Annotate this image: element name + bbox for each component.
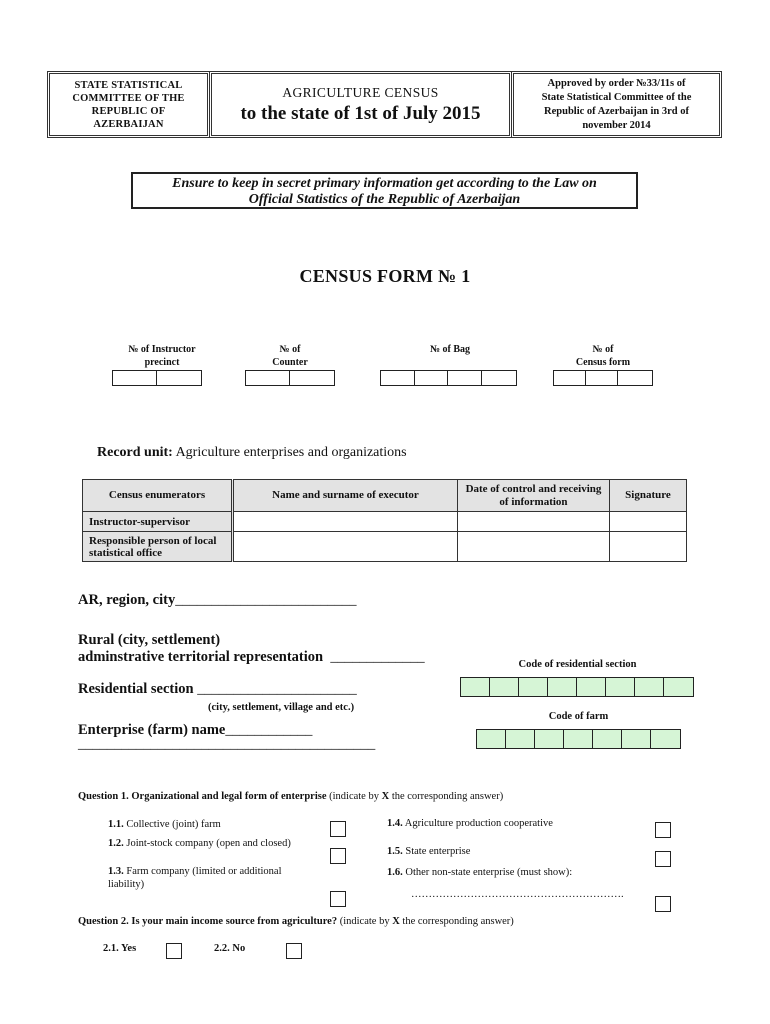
- census-date: to the state of 1st of July 2015: [240, 102, 481, 124]
- checkbox-1-4[interactable]: [655, 822, 671, 838]
- code-label-line: Counter: [272, 357, 308, 368]
- other-enterprise-dots[interactable]: …………………………………………………….: [411, 889, 624, 900]
- rural-label-2: adminstrative territorial representation: [78, 649, 324, 665]
- question-2: [78, 916, 514, 927]
- record-unit-value: Agriculture enterprises and organizations: [175, 445, 407, 460]
- approval-line: Republic of Azerbaijan in 3rd of: [544, 105, 689, 117]
- header-date-control: Date of control and receiving of information: [458, 480, 610, 512]
- committee-line: COMMITTEE OF THE: [72, 92, 185, 104]
- instructor-signature-cell[interactable]: [610, 512, 687, 532]
- record-unit-label: Record unit:: [97, 445, 173, 460]
- approval-line: Approved by order №33/11s of: [547, 77, 686, 89]
- enterprise-line: ____________: [225, 722, 313, 738]
- question-1-hint-b: the corresponding answer): [389, 791, 504, 802]
- rural-line: _____________: [330, 649, 425, 665]
- question-1-text: Question 1. Organizational and legal form of enterprise: [78, 791, 327, 802]
- checkbox-no[interactable]: [286, 943, 302, 959]
- question-1: [78, 791, 503, 802]
- header-executor-name: Name and surname of executor: [233, 480, 458, 512]
- counter-label: [245, 343, 335, 369]
- committee-box: [47, 71, 210, 138]
- header-census-enumerators: Census enumerators: [83, 480, 233, 512]
- residential-field[interactable]: [78, 681, 357, 698]
- checkbox-yes[interactable]: [166, 943, 182, 959]
- option-number: 1.3.: [108, 866, 124, 877]
- form-title: CENSUS FORM № 1: [299, 266, 471, 286]
- question-2-x: X: [392, 916, 400, 927]
- option-number: 1.5.: [387, 846, 403, 857]
- checkbox-1-3[interactable]: [330, 891, 346, 907]
- option-no-label: 2.2. No: [214, 943, 246, 954]
- responsible-signature-cell[interactable]: [610, 532, 687, 562]
- code-farm-cells[interactable]: [476, 729, 681, 749]
- enterprise-field-line2[interactable]: [78, 736, 375, 753]
- instructor-precinct-label: [112, 343, 212, 369]
- option-text: State enterprise: [405, 846, 471, 857]
- question-2-text: Question 2. Is your main income source from agriculture?: [78, 916, 338, 927]
- checkbox-1-1[interactable]: [330, 821, 346, 837]
- code-farm-label: Code of farm: [548, 711, 609, 722]
- approval-line: State Statistical Committee of the: [541, 91, 692, 103]
- option-1-1: [108, 818, 318, 831]
- option-1-4: [387, 817, 647, 830]
- option-text: Farm company (limited or additional liability): [108, 866, 282, 890]
- rural-label-1: Rural (city, settlement): [78, 632, 221, 648]
- code-label-line: № of Bag: [429, 344, 471, 355]
- notice-line: Official Statistics of the Republic of Azerbaijan: [248, 192, 521, 207]
- committee-line: STATE STATISTICAL: [74, 79, 183, 91]
- ar-region-line: _________________________: [175, 592, 357, 608]
- record-unit: [97, 445, 407, 461]
- option-text: Joint-stock company (open and closed): [126, 838, 291, 849]
- instructor-precinct-cells[interactable]: [112, 370, 202, 386]
- option-number: 1.4.: [387, 818, 403, 829]
- responsible-name-cell[interactable]: [233, 532, 458, 562]
- responsible-date-cell[interactable]: [458, 532, 610, 562]
- approval-line: november 2014: [582, 119, 651, 131]
- code-residential-label: Code of residential section: [518, 659, 637, 670]
- instructor-date-cell[interactable]: [458, 512, 610, 532]
- census-title-box: [209, 71, 512, 138]
- notice-line: Ensure to keep in secret primary information get according to the Law on: [172, 176, 597, 191]
- code-label-line: № of Instructor: [128, 344, 196, 355]
- committee-line: REPUBLIC OF: [91, 105, 166, 117]
- census-form-cells[interactable]: [553, 370, 653, 386]
- question-2-hint-b: the corresponding answer): [399, 916, 514, 927]
- option-text: Collective (joint) farm: [126, 819, 221, 830]
- checkbox-1-5[interactable]: [655, 851, 671, 867]
- option-yes-label: 2.1. Yes: [103, 943, 137, 954]
- code-label-line: precinct: [144, 357, 180, 368]
- row-responsible-person: Responsible person of local statistical office: [83, 532, 233, 562]
- bag-label: [380, 343, 520, 356]
- question-2-hint-a: (indicate by: [339, 916, 393, 927]
- enterprise-line-2: _________________________________________: [78, 736, 376, 752]
- committee-line: AZERBAIJAN: [93, 118, 164, 130]
- ar-region-field[interactable]: [78, 592, 356, 609]
- counter-cells[interactable]: [245, 370, 335, 386]
- enterprise-label: Enterprise (farm) name: [78, 722, 226, 738]
- code-label-line: № of: [592, 344, 614, 355]
- code-residential-cells[interactable]: [460, 677, 694, 697]
- option-1-6: [387, 866, 647, 879]
- census-form-label: [553, 343, 653, 369]
- option-1-3: [108, 865, 293, 891]
- residential-line: ______________________: [197, 681, 357, 697]
- checkbox-1-6[interactable]: [655, 896, 671, 912]
- rural-field[interactable]: [78, 649, 425, 666]
- confidentiality-notice: [131, 172, 638, 209]
- checkbox-1-2[interactable]: [330, 848, 346, 864]
- question-1-hint-a: (indicate by: [329, 791, 382, 802]
- residential-label: Residential section: [78, 681, 194, 697]
- option-number: 1.2.: [108, 838, 124, 849]
- residential-hint: (city, settlement, village and etc.): [208, 702, 355, 713]
- census-name: AGRICULTURE CENSUS: [282, 84, 439, 100]
- code-label-line: Census form: [575, 357, 631, 368]
- option-1-2: [108, 837, 303, 850]
- option-number: 1.1.: [108, 819, 124, 830]
- option-number: 1.6.: [387, 867, 403, 878]
- header-signature: Signature: [610, 480, 687, 512]
- bag-cells[interactable]: [380, 370, 517, 386]
- option-text: Agriculture production cooperative: [404, 818, 553, 829]
- ar-region-label: AR, region, city: [78, 592, 176, 608]
- instructor-name-cell[interactable]: [233, 512, 458, 532]
- option-text: Other non-state enterprise (must show):: [405, 867, 573, 878]
- row-instructor-supervisor: Instructor-supervisor: [83, 512, 233, 532]
- approval-box: [511, 71, 722, 138]
- question-1-x: X: [381, 791, 390, 802]
- code-label-line: № of: [279, 344, 301, 355]
- option-1-5: [387, 845, 647, 858]
- enumerators-table: [82, 479, 687, 562]
